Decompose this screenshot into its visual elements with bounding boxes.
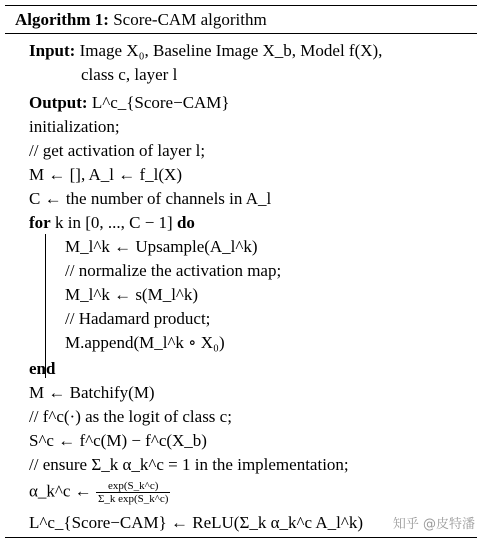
comment-get-activation: // get activation of layer l; — [29, 141, 206, 160]
input-keyword: Input: — [29, 41, 76, 60]
init-line: initialization; — [29, 117, 120, 136]
comment-hadamard: // Hadamard product; — [65, 309, 211, 328]
assign-activation: M ← [], A_l ← f_l(X) — [29, 165, 182, 184]
comment-ensure: // ensure Σ_k α_k^c = 1 in the implementation; — [29, 455, 349, 474]
for-keyword: for — [29, 213, 51, 232]
normalize-line: M_l^k ← s(M_l^k) — [65, 285, 199, 304]
score-line: S^c ← f^c(M) − f^c(X_b) — [29, 431, 207, 450]
algorithm-body — [5, 34, 477, 537]
upsample-line: M_l^k ← Upsample(A_l^k) — [65, 237, 258, 256]
input-line-2: class c, layer l — [81, 65, 178, 84]
algorithm-title — [5, 6, 477, 34]
comment-logit: // f^c(·) as the logit of class c; — [29, 407, 232, 426]
alpha-fraction — [96, 480, 171, 505]
append-line: M.append(M_l^k ∘ X₀) — [65, 333, 225, 352]
alpha-line — [29, 480, 170, 505]
output-line — [29, 92, 230, 114]
watermark-text: 知乎 @皮特潘 — [392, 517, 475, 532]
for-range: k in [0, ..., C − 1] — [54, 213, 173, 232]
batchify-line: M ← Batchify(M) — [29, 383, 155, 402]
algorithm-name: Score-CAM algorithm — [113, 10, 267, 29]
final-line: L^c_{Score−CAM} ← ReLU(Σ_k α_k^c A_l^k) — [29, 513, 363, 532]
alpha-numerator: exp(S_k^c) — [96, 480, 171, 493]
comment-normalize: // normalize the activation map; — [65, 261, 282, 280]
alpha-lhs: α_k^c ← — [29, 481, 92, 501]
alpha-denominator: Σ_k exp(S_k^c) — [97, 493, 169, 505]
input-text: Image X₀, Baseline Image X_b, Model f(X), — [79, 41, 383, 60]
output-value: L^c_{Score−CAM} — [91, 93, 230, 112]
input-line — [29, 40, 382, 62]
do-keyword: do — [176, 213, 195, 232]
algorithm-box — [5, 5, 477, 538]
algorithm-label: Algorithm 1: — [15, 10, 109, 29]
end-keyword: end — [29, 359, 56, 378]
output-keyword: Output: — [29, 93, 88, 112]
assign-channels: C ← the number of channels in A_l — [29, 189, 272, 208]
loop-bracket — [45, 234, 46, 378]
for-line — [29, 212, 195, 234]
